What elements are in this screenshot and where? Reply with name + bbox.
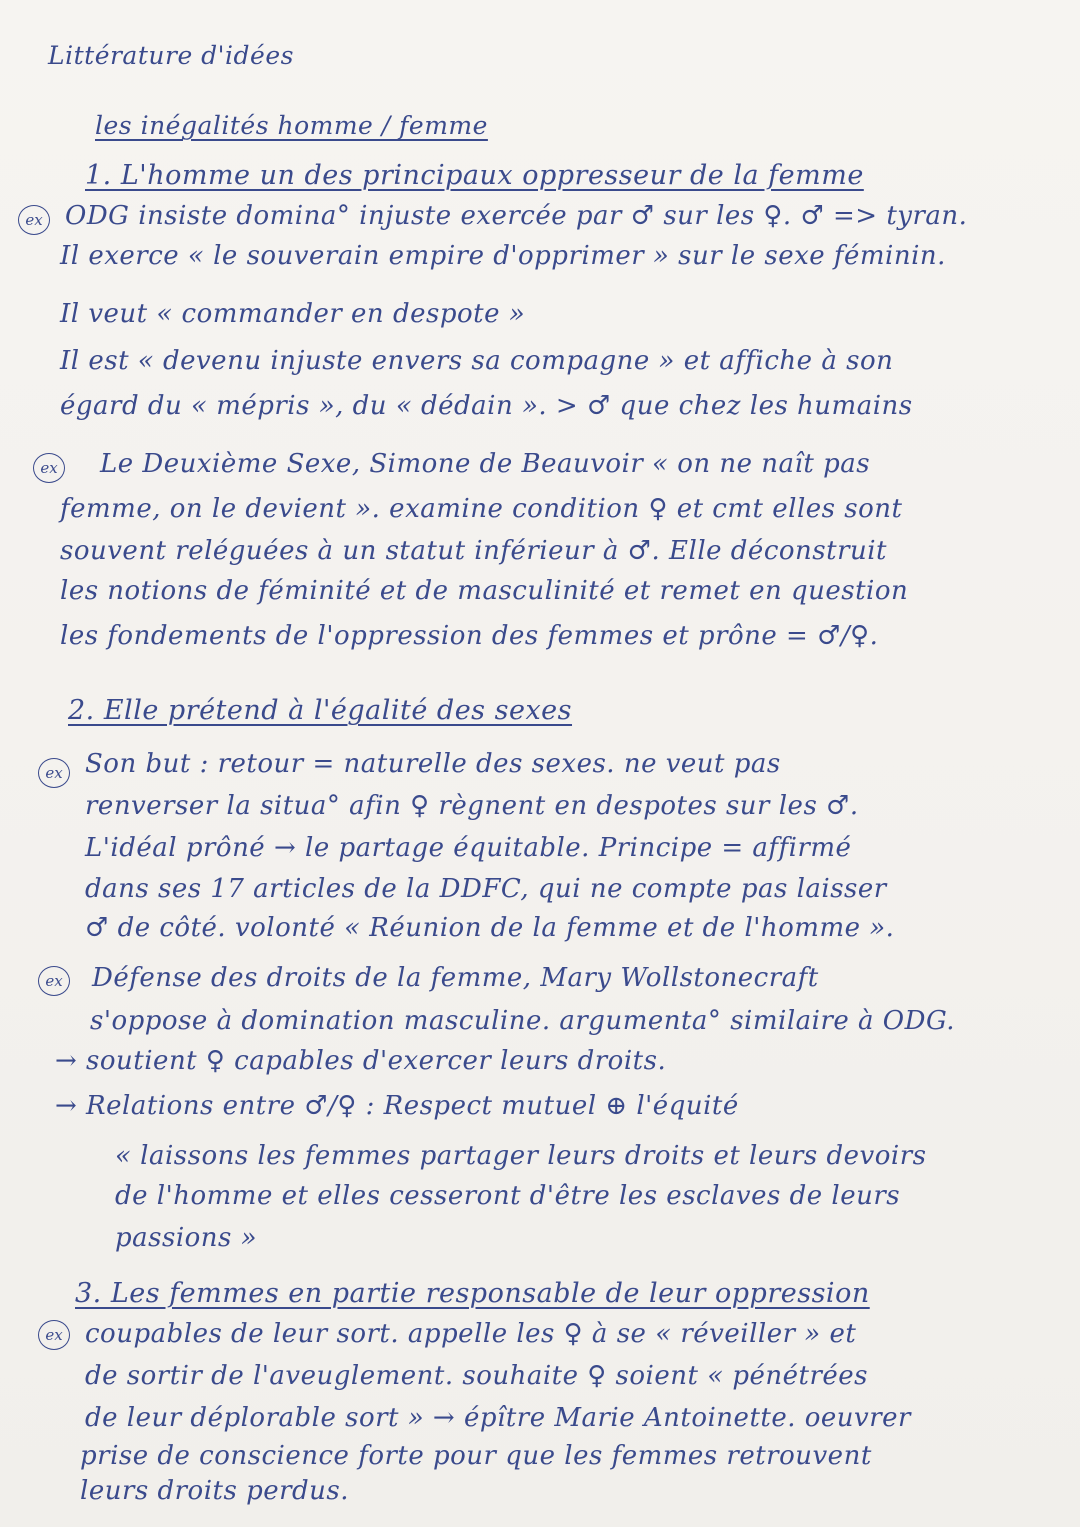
section1-heading: 1. L'homme un des principaux oppresseur de la femme: [85, 160, 864, 191]
section2-heading: 2. Elle prétend à l'égalité des sexes: [68, 695, 573, 726]
ex-marker: ex: [18, 205, 50, 235]
note-line: passions »: [115, 1223, 258, 1253]
page-title: Littérature d'idées: [48, 41, 294, 70]
note-line: Son but : retour = naturelle des sexes. ne veut pas: [85, 749, 781, 779]
note-line: de l'homme et elles cesseront d'être les esclaves de leurs: [115, 1181, 901, 1211]
page-subtitle: les inégalités homme / femme: [95, 111, 488, 140]
ex-marker: ex: [38, 966, 70, 996]
ex-marker: ex: [38, 1320, 70, 1350]
note-line: dans ses 17 articles de la DDFC, qui ne compte pas laisser: [85, 874, 887, 904]
note-line: coupables de leur sort. appelle les ♀ à se « réveiller » et: [85, 1319, 857, 1349]
note-line: leurs droits perdus.: [80, 1476, 350, 1506]
note-line: égard du « mépris », du « dédain ». > ♂ que chez les humains: [60, 391, 913, 421]
note-line: de leur déplorable sort » → épître Marie Antoinette. oeuvrer: [85, 1403, 911, 1433]
note-line: s'oppose à domination masculine. argumenta° similaire à ODG.: [90, 1006, 956, 1036]
note-line: ODG insiste domina° injuste exercée par ♂ sur les ♀. ♂ => tyran.: [65, 201, 968, 231]
note-line: de sortir de l'aveuglement. souhaite ♀ soient « pénétrées: [85, 1361, 869, 1391]
note-line: les fondements de l'oppression des femmes et prône = ♂/♀.: [60, 621, 879, 651]
section3-heading: 3. Les femmes en partie responsable de leur oppression: [75, 1278, 870, 1309]
note-line: Il exerce « le souverain empire d'opprimer » sur le sexe féminin.: [60, 241, 946, 271]
note-line: « laissons les femmes partager leurs droits et leurs devoirs: [115, 1141, 927, 1171]
note-line: L'idéal prôné → le partage équitable. Principe = affirmé: [85, 833, 852, 863]
ex-marker: ex: [38, 758, 70, 788]
note-line: ♂ de côté. volonté « Réunion de la femme et de l'homme ».: [85, 913, 895, 943]
note-line: renverser la situa° afin ♀ règnent en despotes sur les ♂.: [85, 791, 859, 821]
note-line: Défense des droits de la femme, Mary Wollstonecraft: [92, 963, 819, 993]
note-line: → Relations entre ♂/♀ : Respect mutuel ⊕ l'équité: [55, 1091, 739, 1121]
note-line: Il veut « commander en despote »: [60, 299, 526, 329]
note-line: les notions de féminité et de masculinité et remet en question: [60, 576, 909, 606]
ex-marker: ex: [33, 453, 65, 483]
note-line: prise de conscience forte pour que les femmes retrouvent: [80, 1441, 872, 1471]
note-line: Il est « devenu injuste envers sa compagne » et affiche à son: [60, 346, 894, 376]
note-line: souvent reléguées à un statut inférieur à ♂. Elle déconstruit: [60, 536, 888, 566]
note-line: femme, on le devient ». examine condition ♀ et cmt elles sont: [60, 494, 903, 524]
note-line: → soutient ♀ capables d'exercer leurs droits.: [55, 1046, 667, 1076]
note-line: Le Deuxième Sexe, Simone de Beauvoir « on ne naît pas: [100, 449, 871, 479]
